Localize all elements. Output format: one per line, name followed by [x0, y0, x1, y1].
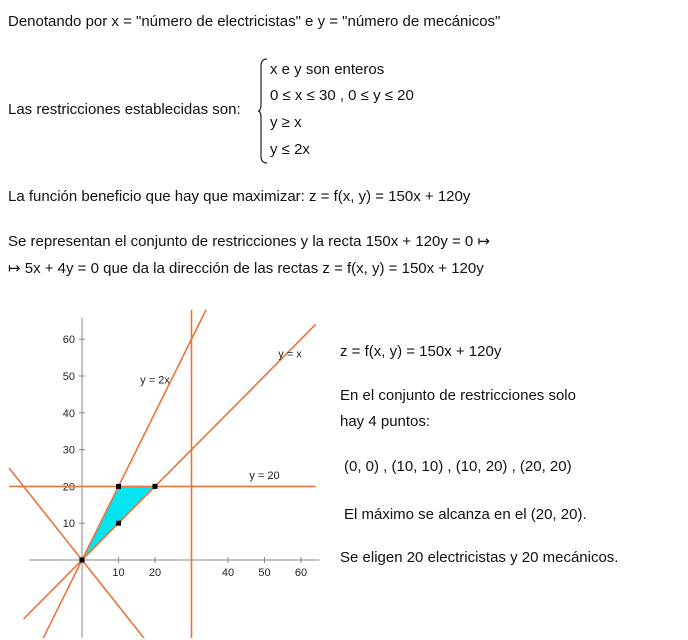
point-20-20: [153, 484, 158, 489]
line-label-y-x: y = x: [278, 348, 302, 361]
side-maximum: El máximo se alcanza en el (20, 20).: [344, 506, 587, 523]
y-tick-label: 50: [62, 371, 75, 383]
x-tick-label: 10: [112, 567, 125, 579]
y-tick-label: 10: [62, 518, 75, 531]
x-tick-label: 50: [258, 567, 271, 579]
y-tick-label: 60: [62, 334, 75, 347]
restriction-y-le-2x: y ≤ 2x: [270, 141, 310, 158]
restrictions-label: Las restricciones establecidas son:: [8, 101, 241, 118]
objective-function: La función beneficio que hay que maximizar: z = f(x, y) = 150x + 120y: [8, 188, 471, 205]
y-tick-label: 30: [62, 444, 75, 457]
line-label-y-2x: y = 2x: [140, 374, 170, 387]
point-0-0: [80, 558, 85, 563]
restriction-integers: x e y son enteros: [270, 61, 385, 78]
side-conclusion: Se eligen 20 electricistas y 20 mecánicos.: [340, 549, 619, 566]
x-tick-label: 60: [294, 567, 308, 579]
line-label-y-20: y = 20: [249, 470, 280, 483]
side-points: (0, 0) , (10, 10) , (10, 20) , (20, 20): [344, 458, 572, 475]
left-brace: [258, 58, 268, 164]
y-tick-label: 40: [62, 407, 75, 420]
represent-line-1: Se representan el conjunto de restricciones y la recta 150x + 120y = 0 ↦: [8, 233, 491, 250]
graph: [0, 298, 335, 638]
point-10-10: [116, 521, 121, 526]
intro-definition: Denotando por x = "número de electricistas" e y = "número de mecánicos": [8, 13, 501, 30]
y-tick-label: 20: [62, 481, 75, 494]
side-set-line-1: En el conjunto de restricciones solo: [340, 387, 576, 404]
side-formula: z = f(x, y) = 150x + 120y: [340, 343, 502, 360]
x-tick-label: 20: [148, 567, 162, 579]
side-set-line-2: hay 4 puntos:: [340, 413, 431, 430]
restriction-y-ge-x: y ≥ x: [270, 114, 302, 131]
line-y-2x: [24, 310, 207, 638]
point-10-20: [116, 484, 121, 489]
represent-line-2: ↦ 5x + 4y = 0 que da la dirección de las rectas z = f(x, y) = 150x + 120y: [8, 260, 484, 277]
restriction-bounds: 0 ≤ x ≤ 30 , 0 ≤ y ≤ 20: [270, 87, 414, 104]
x-tick-label: 40: [221, 567, 235, 579]
